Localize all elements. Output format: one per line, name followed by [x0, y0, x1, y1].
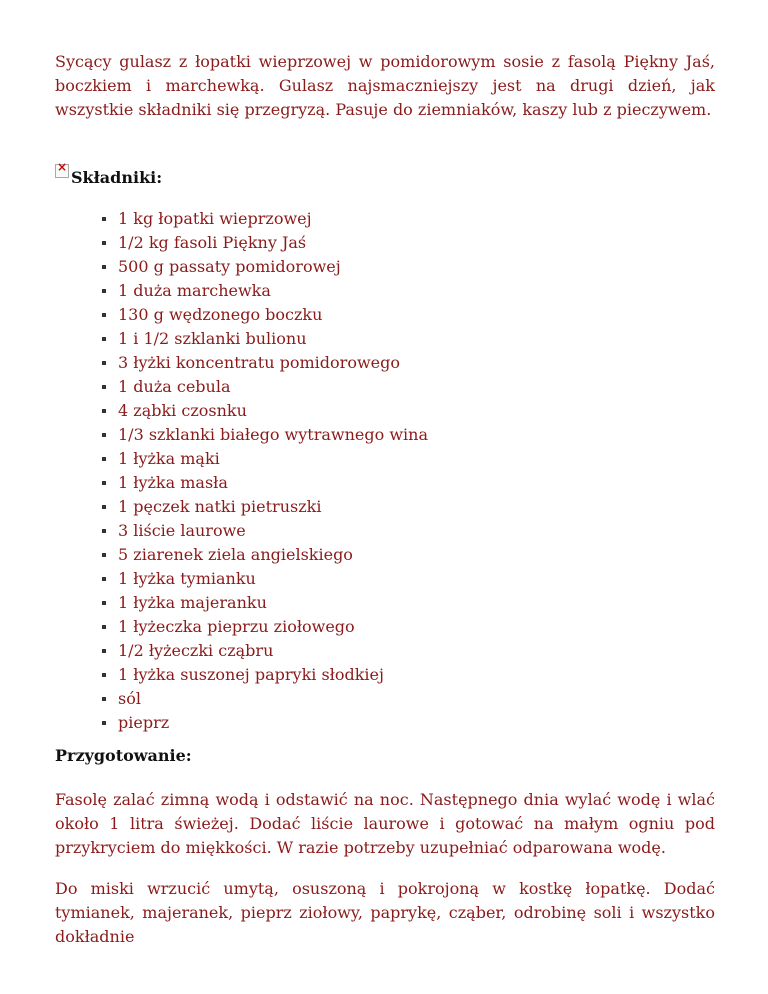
list-item: 1 łyżka suszonej papryki słodkiej [101, 663, 715, 687]
ingredients-header [55, 164, 715, 190]
ingredients-heading: Składniki: [71, 168, 163, 187]
list-item: 1 i 1/2 szklanki bulionu [101, 327, 715, 351]
broken-image-icon [55, 164, 69, 178]
recipe-intro: Sycący gulasz z łopatki wieprzowej w pomidorowym sosie z fasolą Piękny Jaś, boczkiem i marchewką. Gulasz najsmaczniejszy jest na drugi dzień, jak wszystkie składniki się przegryzą. Pasuje do ziemniaków, kaszy lub z pieczywem. [55, 52, 715, 119]
list-item: 4 ząbki czosnku [101, 399, 715, 423]
list-item: 500 g passaty pomidorowej [101, 255, 715, 279]
list-item: 3 łyżki koncentratu pomidorowego [101, 351, 715, 375]
list-item: 1 duża cebula [101, 375, 715, 399]
ingredients-list [55, 207, 715, 735]
preparation-heading: Przygotowanie: [55, 746, 192, 765]
preparation-paragraph: Fasolę zalać zimną wodą i odstawić na noc. Następnego dnia wylać wodę i wlać około 1 litra świeżej. Dodać liście laurowe i gotować na małym ogniu pod przykryciem do miękkości. W razie potrzeby uzupełniać odparowana wodę. [55, 790, 715, 857]
list-item: 5 ziarenek ziela angielskiego [101, 543, 715, 567]
preparation-paragraph: Do miski wrzucić umytą, osuszoną i pokrojoną w kostkę łopatkę. Dodać tymianek, majeranek, pieprz ziołowy, paprykę, cząber, odrobinę soli i wszystko dokładnie [55, 879, 715, 946]
recipe-content [55, 50, 715, 949]
list-item: 1 kg łopatki wieprzowej [101, 207, 715, 231]
list-item: 1 łyżka masła [101, 471, 715, 495]
list-item: 1/2 łyżeczki cząbru [101, 639, 715, 663]
list-item: 1 łyżka majeranku [101, 591, 715, 615]
list-item: 1 łyżka tymianku [101, 567, 715, 591]
list-item: 1/3 szklanki białego wytrawnego wina [101, 423, 715, 447]
list-item: sól [101, 687, 715, 711]
list-item: 1 duża marchewka [101, 279, 715, 303]
list-item: 1 łyżeczka pieprzu ziołowego [101, 615, 715, 639]
list-item: 1/2 kg fasoli Piękny Jaś [101, 231, 715, 255]
list-item: 130 g wędzonego boczku [101, 303, 715, 327]
list-item: 3 liście laurowe [101, 519, 715, 543]
list-item: 1 pęczek natki pietruszki [101, 495, 715, 519]
list-item: 1 łyżka mąki [101, 447, 715, 471]
list-item: pieprz [101, 711, 715, 735]
